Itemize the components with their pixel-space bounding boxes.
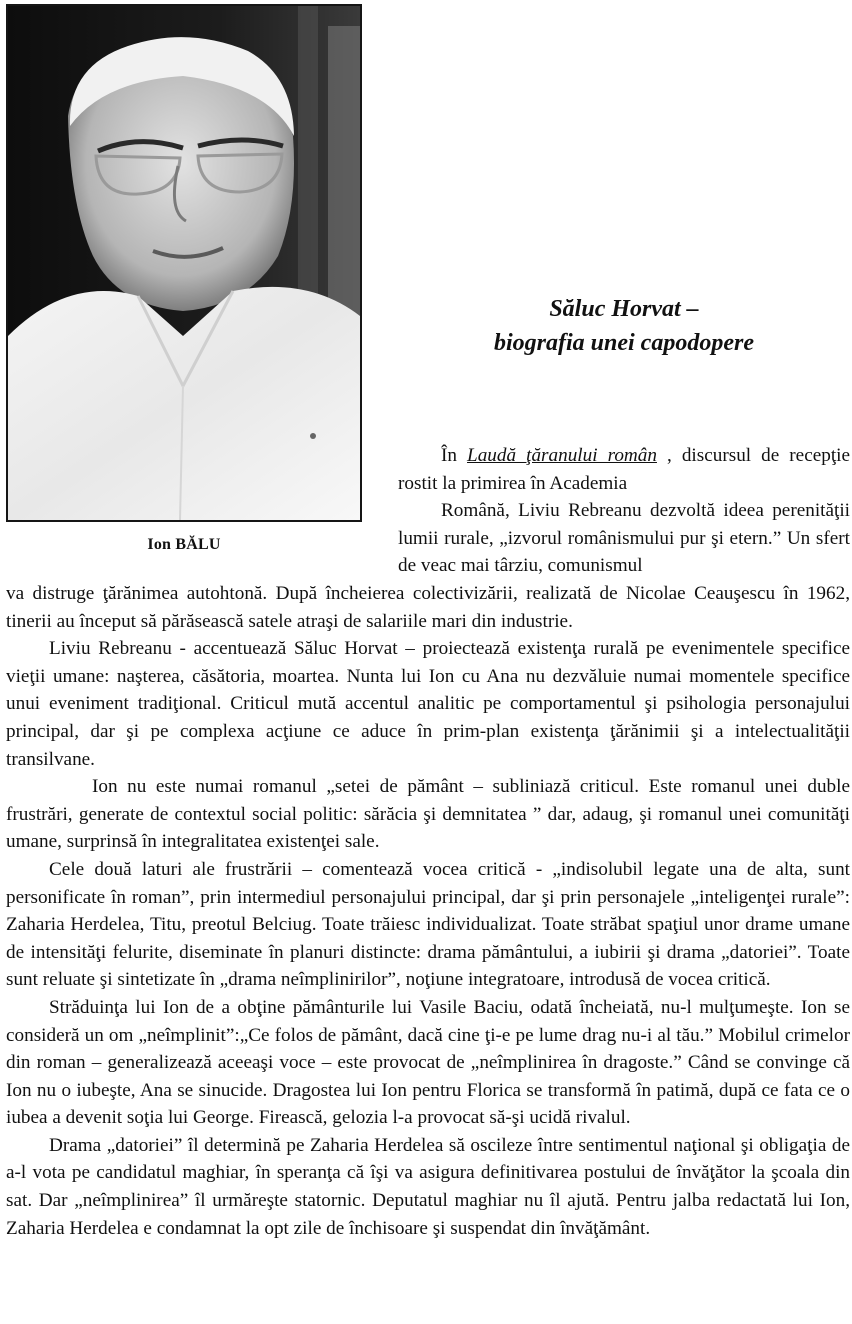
intro-text [398, 442, 850, 580]
title-line-1: Săluc Horvat – [549, 296, 699, 322]
paragraph-2-continuation: va distruge ţărănimea autohtonă. După încheierea colectivizării, realizată de Nicolae Ceauşescu în 1962, tinerii au început să părăsească satele atraşi de salariile mari din industrie. [6, 583, 850, 632]
article-title [398, 292, 850, 360]
paragraph-5: Cele două laturi ale frustrării – comentează vocea critică - „indisolubil legate una de alta, sunt personificate în roman”, prin intermediul personajului principal, dar şi prin personajele „inteligenţei rurale”: Zaharia Herdelea, Titu, preotul Belciug. Toate trăiesc individualizat. Toate străbat spaţiul unor drame umane de intensităţi felurite, diseminate în planuri distincte: drama pământului, a iubirii şi drama „datoriei”. Toate sunt reluate şi sintetizate în „drama neîmplinirilor”, noţiune integratoare, introdusă de vocea critică. [6, 858, 850, 991]
work-title: Laudă ţăranului român [467, 445, 657, 466]
paragraph-3: Liviu Rebreanu - accentuează Săluc Horvat – proiectează existenţa rurală pe evenimentele specifice vieţii umane: naşterea, căsătoria, moartea. Nunta lui Ion cu Ana nu dezvăluie numai momentele specifice unui eveniment tradiţional. Criticul mută accentul analitic pe comportamentul şi psihologia personajului principal, dar şi pe complexa acţiune ce aduce în prim-plan existenţa ţărănimii şi a intelectualităţii transilvane. [6, 638, 850, 770]
paragraph-7: Drama „datoriei” îl determină pe Zaharia Herdelea să oscileze între sentimentul naţional şi obligaţia de a-l vota pe candidatul maghiar, în speranţa că îşi va asigura definitivarea postului de învăţător la şcoala din sat. Dar „neîmplinirea” îl urmăreşte statornic. Deputatul maghiar nu îl ajută. Pentru jalba redactată lui Ion, Zaharia Herdelea e condamnat la opt zile de închisoare şi suspendat din învăţământ. [6, 1134, 850, 1239]
photo-caption: Ion BĂLU [147, 536, 221, 553]
paragraph-4: Ion nu este numai romanul „setei de pământ – subliniază criticul. Este romanul unei duble frustrări, generate de contextul social politic: sărăcia şi demnitatea ” dar, adaug, şi romanul unei comunităţi umane, surprinsă în integralitatea existenţei sale. [6, 776, 850, 853]
title-line-2: biografia unei capodopere [494, 330, 754, 356]
author-photo [6, 4, 362, 522]
portrait-photo [8, 6, 360, 520]
paragraph-6: Străduinţa lui Ion de a obţine pământurile lui Vasile Baciu, odată încheiată, nu-l mulţumeşte. Ion se consideră un om „neîmplinit”:„Ce folos de pământ, dacă cine ţi-e pe lume drag nu-i al tău.” Mobilul crimelor din roman – generalizează aceeaşi voce – este provocat de „neîmplinirea în dragoste.” Când se convinge că Ion nu o iubeşte, Ana se sinucide. Dragostea lui Ion pentru Florica se transformă în patimă, după ce fata ce o iubea a devenit soţia lui George. Firească, gelozia l-a provocat să-şi ucidă rivalul. [6, 996, 850, 1129]
paragraph-1-rest: , discursul de recepţie rostit la primirea în Academia [398, 445, 851, 494]
paragraph-1-prefix: În [441, 445, 468, 466]
paragraph-1 [398, 442, 850, 497]
body-text [6, 580, 850, 1242]
paragraph-2: Română, Liviu Rebreanu dezvoltă ideea perenităţii lumii rurale, „izvorul românismului pur şi etern.” Un sfert de veac mai târziu, comunismul [398, 500, 850, 577]
